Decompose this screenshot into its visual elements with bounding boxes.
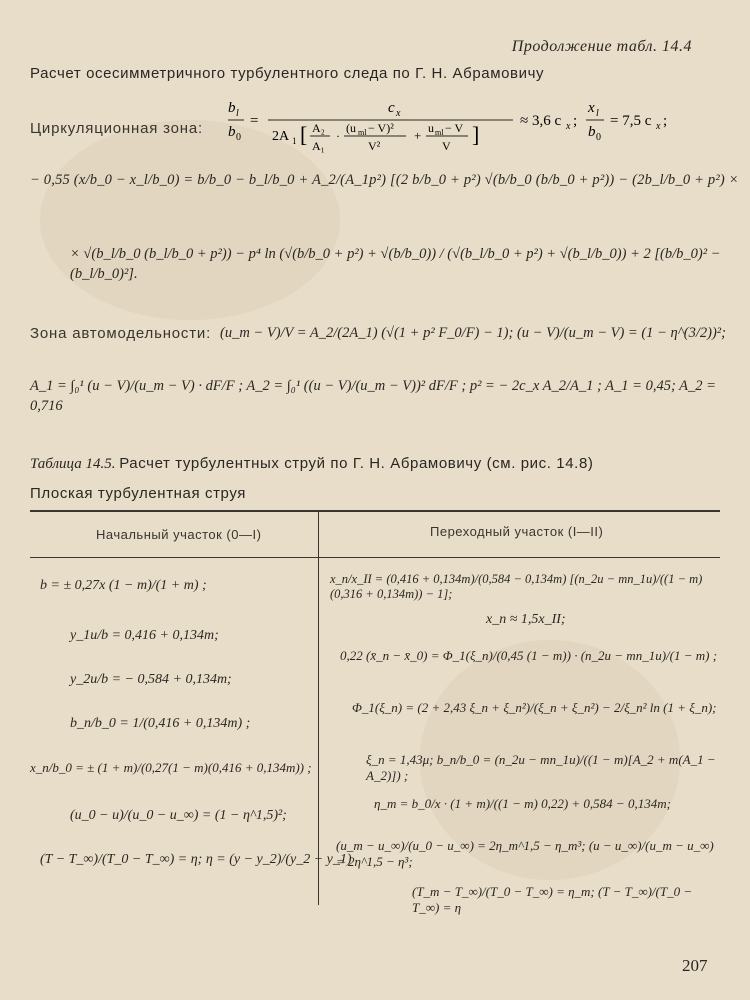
svg-text:= 7,5 c: = 7,5 c xyxy=(610,113,652,129)
wake-eq-3: × √(b_l/b_0 (b_l/b_0 + p²)) − p⁴ ln (√(b/b_0 + p²) + √(b/b_0)) / (√(b_l/b_0 + p²) + √(b_l/b_0)) + 2 [(b/b_0)² − (b_l/b_0)²]. xyxy=(70,246,721,282)
svg-text:+: + xyxy=(414,128,422,143)
left-formula: y_1u/b = 0,416 + 0,134m; xyxy=(70,628,219,643)
svg-text:x: x xyxy=(588,100,595,116)
table-caption-prefix: Таблица 14.5. xyxy=(30,456,116,472)
automodel-zone-label: Зона автомодельности: xyxy=(30,325,212,342)
right-formula: x_n/x_II = (0,416 + 0,134m)/(0,584 − 0,134m) [(n_2u − mn_1u)/((1 − m)(0,316 + 0,134m)) − 1]; xyxy=(330,572,703,601)
svg-text:≈ 3,6 c: ≈ 3,6 c xyxy=(520,113,562,129)
svg-text:1: 1 xyxy=(292,136,297,146)
wake-eq-1 xyxy=(228,96,688,163)
svg-text:;: ; xyxy=(663,113,668,129)
col-right-header: Переходный участок (I—II) xyxy=(430,524,604,539)
svg-text:l: l xyxy=(596,108,599,119)
svg-text:A₂: A₂ xyxy=(312,121,325,135)
right-formula: ξ_n = 1,43μ; b_n/b_0 = (n_2u − mn_1u)/((1 − m)[A_2 + m(A_1 − A_2)]) ; xyxy=(366,752,716,783)
svg-text:[: [ xyxy=(300,122,308,147)
svg-text:b: b xyxy=(588,124,596,140)
svg-text:·: · xyxy=(336,129,340,143)
running-head: Продолжение табл. 14.4 xyxy=(511,38,692,55)
table-caption xyxy=(30,455,593,473)
wake-eq-2: − 0,55 (x/b_0 − x_l/b_0) = b/b_0 − b_l/b_0 + A_2/(A_1p²) [(2 b/b_0 + p²) √(b/b_0 (b/b_0 + p²)) − (2b_l/b_0 + p²) × xyxy=(30,172,739,188)
svg-text:(u: (u xyxy=(346,121,356,135)
circulation-zone-label: Циркуляционная зона: xyxy=(30,120,203,137)
right-formula: Φ_1(ξ_n) = (2 + 2,43 ξ_n + ξ_n²)/(ξ_n + ξ_n²) − 2/ξ_n² ln (1 + ξ_n); xyxy=(352,700,717,715)
table-column-divider xyxy=(318,510,319,905)
left-formula: (u_0 − u)/(u_0 − u_∞) = (1 − η^1,5)²; xyxy=(70,808,287,823)
table-header-rule xyxy=(30,557,720,558)
right-formula: (u_m − u_∞)/(u_0 − u_∞) = 2η_m^1,5 − η_m³; (u − u_∞)/(u_m − u_∞) = 2η^1,5 − η³; xyxy=(336,838,714,869)
svg-text:− V)²: − V)² xyxy=(368,121,394,135)
svg-text:V: V xyxy=(442,139,451,153)
svg-text:=: = xyxy=(250,113,259,129)
right-formula: (T_m − T_∞)/(T_0 − T_∞) = η_m; (T − T_∞)/(T_0 − T_∞) = η xyxy=(412,884,693,915)
right-formula: η_m = b_0/x · (1 + m)/((1 − m) 0,22) + 0,584 − 0,134m; xyxy=(374,796,671,811)
svg-text:x: x xyxy=(566,121,571,132)
wake-eq-1-graphic xyxy=(228,96,688,158)
left-formula: b_n/b_0 = 1/(0,416 + 0,134m) ; xyxy=(70,716,251,731)
left-formula: (T − T_∞)/(T_0 − T_∞) = η; η = (y − y_2)/(y_2 − y_1) xyxy=(40,852,352,867)
table-top-rule xyxy=(30,510,720,512)
svg-text:2A: 2A xyxy=(272,129,290,144)
svg-text:ml: ml xyxy=(358,128,367,137)
svg-text:V²: V² xyxy=(368,139,381,153)
col-left-header: Начальный участок (0—I) xyxy=(96,527,262,542)
svg-text:ml: ml xyxy=(435,128,444,137)
svg-text:c: c xyxy=(388,100,395,116)
page-number: 207 xyxy=(682,956,708,975)
right-formula: x_n ≈ 1,5x_II; xyxy=(486,612,566,627)
svg-text:b: b xyxy=(228,124,236,140)
svg-text:]: ] xyxy=(472,122,480,147)
left-formula: b = ± 0,27x (1 − m)/(1 + m) ; xyxy=(40,578,207,593)
svg-text:;: ; xyxy=(573,113,578,129)
table-caption-text: Расчет турбулентных струй по Г. Н. Абрамовичу (см. рис. 14.8) xyxy=(119,455,594,472)
right-formula: 0,22 (x̄_n − x̄_0) = Φ_1(ξ_n)/(0,45 (1 − m)) · (n_2u − mn_1u)/(1 − m) ; xyxy=(340,648,718,663)
svg-text:A₁: A₁ xyxy=(312,139,325,153)
svg-text:x: x xyxy=(656,121,661,132)
wake-section-title: Расчет осесимметричного турбулентного следа по Г. Н. Абрамовичу xyxy=(30,65,545,82)
wake-eq-5: A_1 = ∫₀¹ (u − V)/(u_m − V) · dF/F ; A_2 = ∫₀¹ ((u − V)/(u_m − V))² dF/F ; p² = − 2c_x A_2/A_1 ; A_1 = 0,45; A_2 = 0,716 xyxy=(30,378,716,414)
svg-text:u: u xyxy=(428,121,434,135)
svg-text:− V: − V xyxy=(445,121,464,135)
svg-text:b: b xyxy=(228,100,236,116)
svg-text:0: 0 xyxy=(236,132,241,143)
left-formula: x_n/b_0 = ± (1 + m)/(0,27(1 − m)(0,416 + 0,134m)) ; xyxy=(30,760,312,775)
svg-text:0: 0 xyxy=(596,132,601,143)
left-formula: y_2u/b = − 0,584 + 0,134m; xyxy=(70,672,232,687)
svg-text:l: l xyxy=(236,108,239,119)
table-subtitle: Плоская турбулентная струя xyxy=(30,485,246,502)
wake-eq-4: (u_m − V)/V = A_2/(2A_1) (√(1 + p² F_0/F) − 1); (u − V)/(u_m − V) = (1 − η^(3/2))²; xyxy=(220,325,726,341)
svg-text:x: x xyxy=(396,108,401,119)
